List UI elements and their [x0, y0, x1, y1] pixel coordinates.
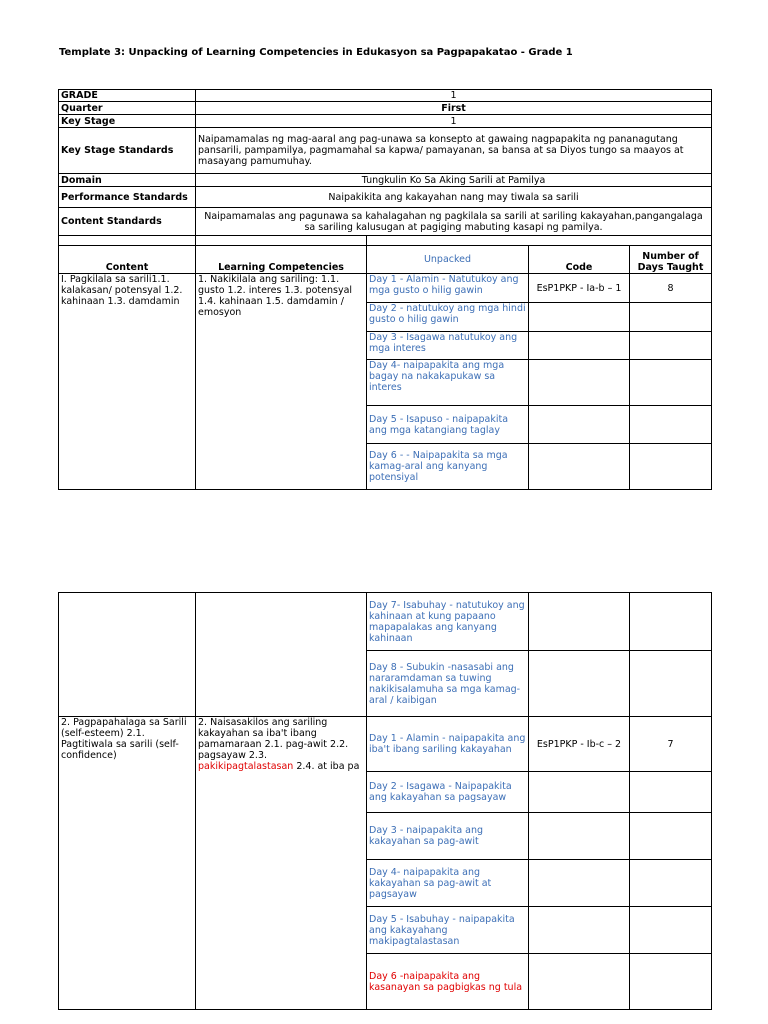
section2-unpacked-day6: Day 6 -naipapakita ang kasanayan sa pagbigkas ng tula: [367, 954, 529, 1010]
key-stage-value: 1: [196, 115, 712, 128]
key-stage-standards-value: Naipamamalas ng mag-aaral ang pag-unawa sa konsepto at gawaing nagpapakita ng pananagutang pansarili, pampamilya, pagmamahal sa kapwa/ pamayanan, sa bansa at sa Diyos tungo sa maayos at masayang pamumuhay.: [196, 128, 712, 174]
spacer-row: [59, 236, 712, 246]
section1-unpacked-day8: Day 8 - Subukin -nasasabi ang nararamdaman sa tuwing nakikisalamuha sa mga kamag-aral / kaibigan: [367, 651, 529, 717]
section1-unpacked-day3: Day 3 - Isagawa natutukoy ang mga interes: [367, 332, 529, 360]
domain-label: Domain: [59, 174, 196, 187]
key-stage-row: [59, 115, 712, 128]
header-competencies: Learning Competencies: [196, 246, 367, 274]
section2-unpacked-day1: Day 1 - Alamin - naipapakita ang iba't ibang sariling kakayahan: [367, 717, 529, 772]
section1-content: I. Pagkilala sa sarili1.1. kalakasan/ potensyal 1.2. kahinaan 1.3. damdamin: [59, 274, 196, 490]
section2-competency-highlight: pakikipagtalastasan: [198, 761, 294, 772]
section2-unpacked-day2: Day 2 - Isagawa - Naipapakita ang kakayahan sa pagsayaw: [367, 772, 529, 813]
domain-value: Tungkulin Ko Sa Aking Sarili at Pamilya: [196, 174, 712, 187]
competency-table-page-2: [58, 592, 712, 1010]
section2-days: 7: [630, 717, 712, 772]
competency-table-page-1: [58, 89, 712, 490]
grade-value: 1: [196, 90, 712, 102]
table-row: [59, 274, 712, 303]
header-unpacked: Unpacked: [367, 246, 529, 274]
section1-code: EsP1PKP - Ia-b – 1: [529, 274, 630, 303]
section1-unpacked-day1: Day 1 - Alamin - Natutukoy ang mga gusto o hilig gawin: [367, 274, 529, 303]
performance-standards-value: Naipakikita ang kakayahan nang may tiwala sa sarili: [196, 187, 712, 208]
section1-unpacked-day4: Day 4- naipapakita ang mga bagay na nakakapukaw sa interes: [367, 360, 529, 406]
content-standards-row: [59, 208, 712, 236]
key-stage-label: Key Stage: [59, 115, 196, 128]
page-title: Template 3: Unpacking of Learning Competencies in Edukasyon sa Pagpapakatao - Grade 1: [59, 47, 573, 58]
quarter-label: Quarter: [59, 102, 196, 115]
performance-standards-label: Performance Standards: [59, 187, 196, 208]
section1-unpacked-day6: Day 6 - - Naipapakita sa mga kamag-aral ang kanyang potensiyal: [367, 444, 529, 490]
table-row: [59, 717, 712, 772]
quarter-row: [59, 102, 712, 115]
section2-unpacked-day4: Day 4- naipapakita ang kakayahan sa pag-awit at pagsayaw: [367, 860, 529, 907]
grade-label: GRADE: [59, 90, 196, 102]
section2-unpacked-day5: Day 5 - Isabuhay - naipapakita ang kakayahang makipagtalastasan: [367, 907, 529, 954]
section2-content: 2. Pagpapahalaga sa Sarili (self-esteem) 2.1. Pagtitiwala sa sarili (self-confidence): [59, 717, 196, 1010]
key-stage-standards-row: [59, 128, 712, 174]
section2-competency-tail: 2.4. at iba pa: [293, 761, 360, 772]
section1-unpacked-day7: Day 7- Isabuhay - natutukoy ang kahinaan at kung papaano mapapalakas ang kanyang kahinaan: [367, 593, 529, 651]
section1-days: 8: [630, 274, 712, 303]
section1-competency: 1. Nakikilala ang sariling: 1.1. gusto 1.2. interes 1.3. potensyal 1.4. kahinaan 1.5. damdamin / emosyon: [196, 274, 367, 490]
section2-code: EsP1PKP - Ib-c – 2: [529, 717, 630, 772]
header-code: Code: [529, 246, 630, 274]
domain-row: [59, 174, 712, 187]
key-stage-standards-label: Key Stage Standards: [59, 128, 196, 174]
section1-unpacked-day2: Day 2 - natutukoy ang mga hindi gusto o hilig gawin: [367, 303, 529, 332]
section2-competency-text: 2. Naisasakilos ang sariling kakayahan sa iba't ibang pamamaraan 2.1. pag-awit 2.2. pagsayaw 2.3.: [198, 717, 349, 761]
section2-unpacked-day3: Day 3 - naipapakita ang kakayahan sa pag-awit: [367, 813, 529, 860]
content-standards-label: Content Standards: [59, 208, 196, 236]
header-days: Number of Days Taught: [630, 246, 712, 274]
section1-unpacked-day5: Day 5 - Isapuso - naipapakita ang mga katangiang taglay: [367, 406, 529, 444]
performance-standards-row: [59, 187, 712, 208]
grade-row: [59, 90, 712, 102]
table-header-row: [59, 246, 712, 274]
table-row: [59, 593, 712, 651]
section2-competency: [196, 717, 367, 1010]
quarter-value: First: [196, 102, 712, 115]
content-standards-value: Naipamamalas ang pagunawa sa kahalagahan ng pagkilala sa sarili at sariling kakayahan,pangangalaga sa sariling kalusugan at pagiging mabuting kasapi ng pamilya.: [196, 208, 712, 236]
header-content: Content: [59, 246, 196, 274]
